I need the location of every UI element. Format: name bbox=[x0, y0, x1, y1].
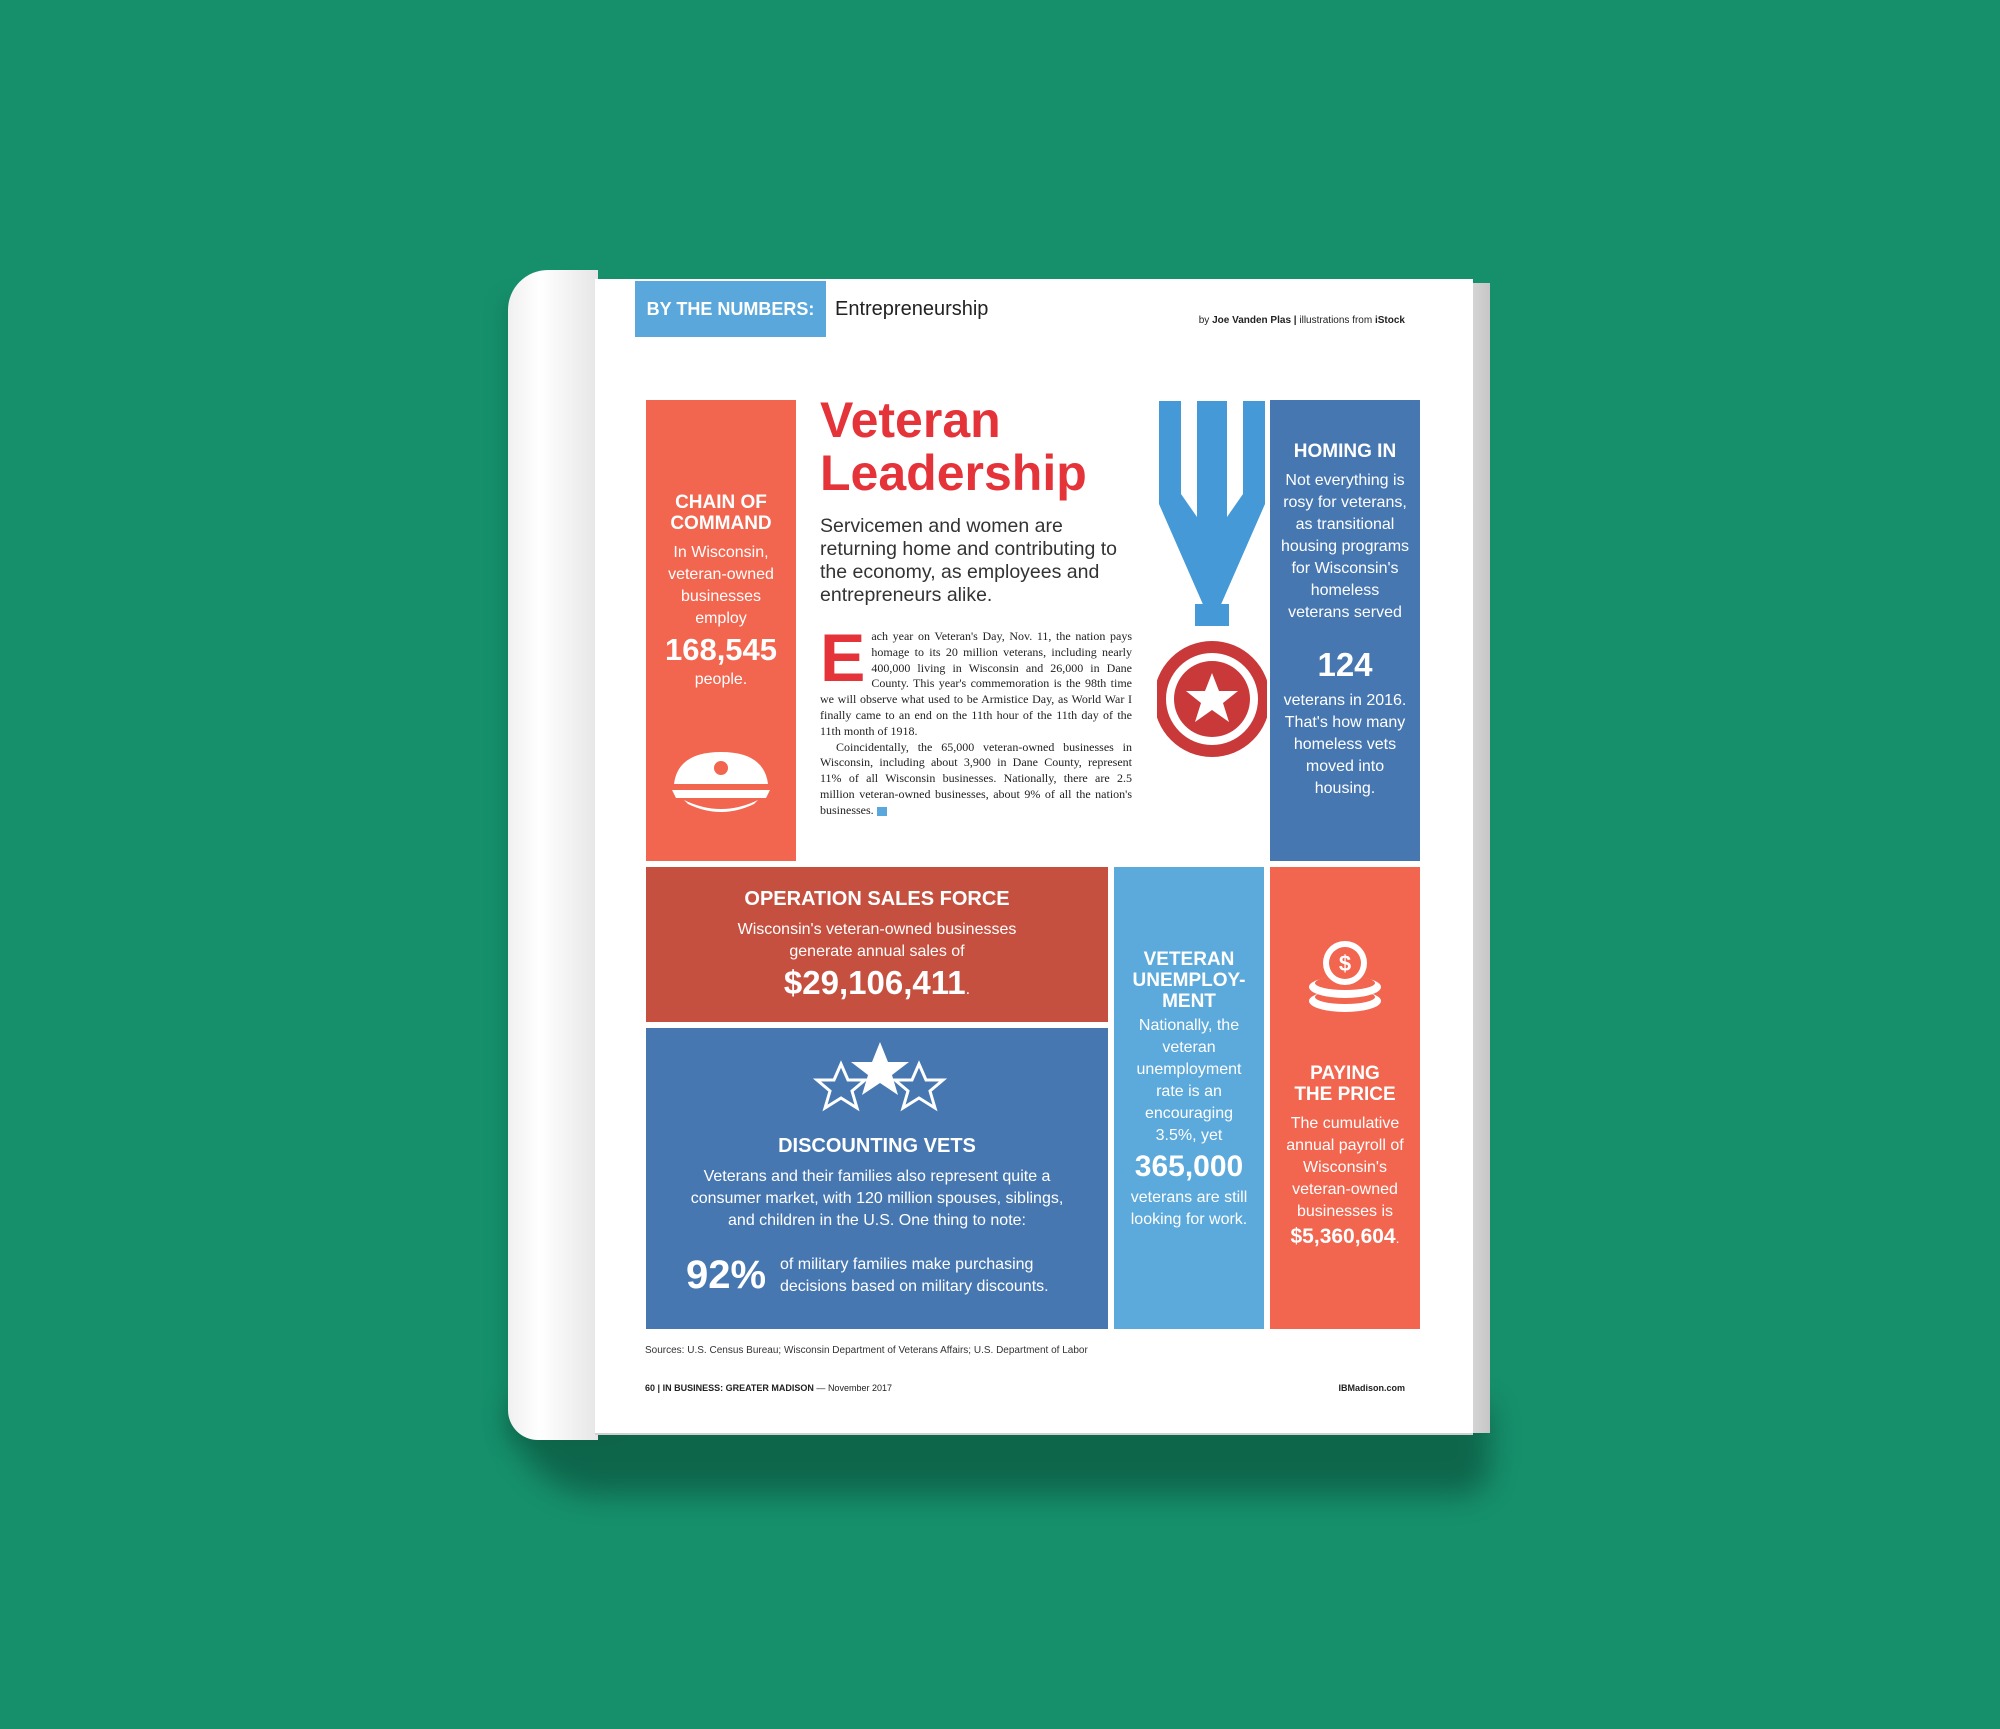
article-body bbox=[820, 620, 1132, 819]
article-para-1: ach year on Veteran's Day, Nov. 11, the nation pays homage to its 20 million veterans, including nearly 400,000 living in Wisconsin and 26,000 in Dane County. This year's commemoration is the 98th time we will observe what used to be Armistice Day, as World War I finally came to an end on the 11th hour of the 11th day of the 11th month of 1918. bbox=[820, 629, 1132, 738]
chain-of-command-box bbox=[646, 400, 796, 861]
discount-text: Veterans and their families also represent quite a consumer market, with 120 million spouses, siblings, and children in the U.S. One thing to note: bbox=[690, 1168, 1064, 1229]
homing-tail: veterans in 2016. That's how many homeless vets moved into housing. bbox=[1283, 692, 1407, 797]
discounting-vets-box bbox=[646, 1028, 1108, 1329]
sales-figure: $29,106,411. bbox=[783, 964, 971, 1001]
byline: by Joe Vanden Plas | illustrations from iStock bbox=[1198, 315, 1405, 326]
homing-number: 124 bbox=[1317, 646, 1373, 683]
chain-tail: people. bbox=[694, 671, 748, 688]
homing-text: Not everything is rosy for veterans, as transitional housing programs for Wisconsin's homeless veterans served bbox=[1280, 472, 1410, 621]
page-footer: 60 | IN BUSINESS: GREATER MADISON — November 2017 bbox=[645, 1383, 892, 1393]
discount-tail: of military families make purchasing decisions based on military discounts. bbox=[780, 1256, 1049, 1295]
footer-site: IBMadison.com bbox=[1338, 1383, 1405, 1393]
paying-text: The cumulative annual payroll of Wisconsin's veteran-owned businesses is bbox=[1286, 1115, 1404, 1220]
unemployment-box bbox=[1114, 867, 1264, 1329]
svg-text:$: $ bbox=[1338, 951, 1352, 976]
paying-heading: PAYING THE PRICE bbox=[1294, 1063, 1396, 1105]
coins-icon bbox=[1305, 939, 1385, 1015]
military-cap-icon bbox=[666, 748, 776, 812]
homing-in-box bbox=[1270, 400, 1420, 861]
drop-cap: E bbox=[820, 620, 866, 696]
unemployment-number: 365,000 bbox=[1134, 1150, 1244, 1183]
sales-force-box bbox=[646, 867, 1108, 1022]
chain-text: In Wisconsin, veteran-owned businesses employ bbox=[668, 544, 774, 627]
unemployment-tail: veterans are still looking for work. bbox=[1130, 1189, 1248, 1228]
discount-heading: DISCOUNTING VETS bbox=[778, 1135, 976, 1157]
end-mark-icon bbox=[877, 807, 887, 816]
unemployment-text: Nationally, the veteran unemployment rate is an encouraging 3.5%, yet bbox=[1136, 1017, 1242, 1144]
sources: Sources: U.S. Census Bureau; Wisconsin Department of Veterans Affairs; U.S. Department of Labor bbox=[645, 1345, 1088, 1356]
sales-heading: OPERATION SALES FORCE bbox=[744, 888, 1010, 910]
article-title: Veteran Leadership bbox=[820, 392, 1087, 501]
section-tag: BY THE NUMBERS: bbox=[635, 281, 826, 337]
article-dek: Servicemen and women are returning home and contributing to the economy, as employees and entrepreneurs alike. bbox=[820, 515, 1118, 606]
paying-figure: $5,360,604. bbox=[1290, 1225, 1400, 1248]
paying-price-box bbox=[1270, 867, 1420, 1329]
medal-icon bbox=[1157, 399, 1267, 764]
magazine-page bbox=[595, 279, 1473, 1433]
sales-text: Wisconsin's veteran-owned businesses generate annual sales of bbox=[737, 921, 1017, 960]
homing-heading: HOMING IN bbox=[1293, 441, 1397, 462]
article-para-2: Coincidentally, the 65,000 veteran-owned businesses in Wisconsin, including about 3,900 in Dane County, represent 11% of all Wisconsin businesses. Nationally, there are 2.5 million veteran-owned businesses, about 9% of all the nation's businesses. bbox=[820, 739, 1132, 817]
discount-number: 92% bbox=[686, 1253, 767, 1297]
page-curl bbox=[508, 270, 598, 1440]
chain-number: 168,545 bbox=[664, 632, 778, 667]
unemployment-heading: VETERAN UNEMPLOY- MENT bbox=[1132, 949, 1246, 1012]
sales-number: $29,106,411 bbox=[783, 964, 966, 1001]
chain-heading: CHAIN OF COMMAND bbox=[670, 492, 772, 534]
stars-icon bbox=[807, 1040, 953, 1112]
paying-number: $5,360,604 bbox=[1290, 1225, 1396, 1248]
section-name: Entrepreneurship bbox=[835, 298, 989, 320]
